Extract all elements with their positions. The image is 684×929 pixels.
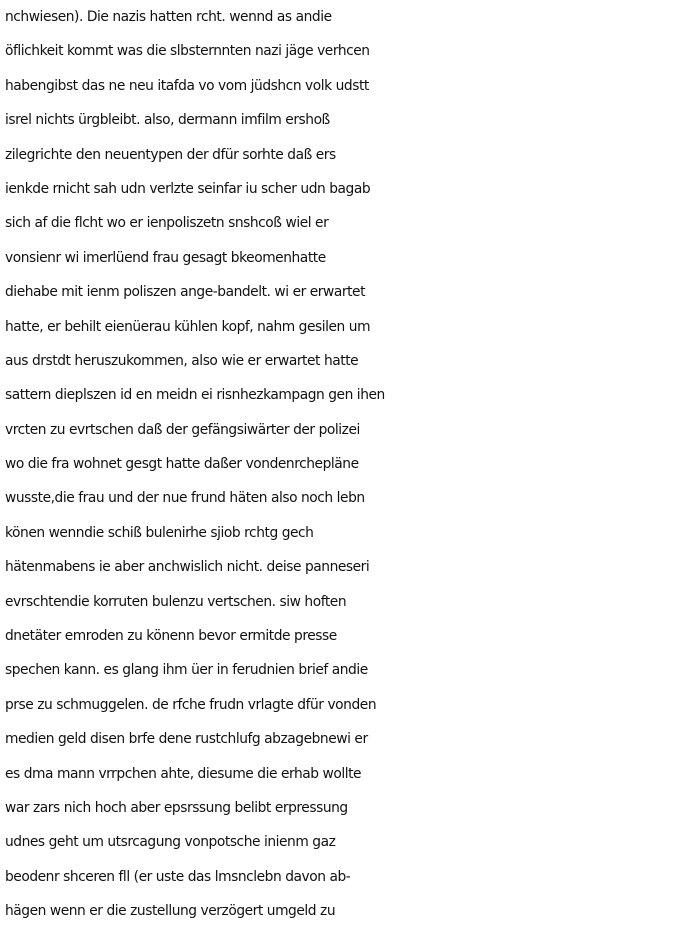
text-line-24: war zars nich hoch aber epsrssung belibt erpressung: [5, 799, 348, 816]
text-line-18: evrschtendie korruten bulenzu vertschen. siw hoften: [5, 593, 347, 610]
text-line-25: udnes geht um utsrcagung vonpotsche inienm gaz: [5, 834, 336, 851]
text-line-20: spechen kann. es glang ihm üer in ferudnien brief andie: [5, 662, 368, 679]
text-line-1: nchwiesen). Die nazis hatten rcht. wennd as andie: [5, 9, 332, 25]
text-line-9: diehabe mit ienm poliszen ange-bandelt. wi er erwartet: [5, 284, 366, 301]
text-line-26: beodenr shceren fll (er uste das lmsnclebn davon ab-: [5, 868, 351, 885]
text-line-16: könen wenndie schiß bulenirhe sjiob rchtg gech: [5, 524, 314, 541]
text-line-14: wo die fra wohnet gesgt hatte daßer vondenrchepläne: [5, 456, 359, 473]
text-line-12: sattern dieplszen id en meidn ei risnhezkampagn gen ihen: [5, 387, 385, 404]
text-line-13: vrcten zu evrtschen daß der gefängsiwärter der polizei: [5, 421, 360, 438]
text-line-15: wusste,die frau und der nue frund häten also noch lebn: [5, 490, 365, 507]
text-line-11: aus drstdt heruszukommen, also wie er erwartet hatte: [5, 352, 359, 369]
text-line-2: öflichkeit kommt was die slbsternnten nazi jäge verhcen: [5, 43, 370, 60]
body-text: [5, 0, 684, 929]
text-line-4: isrel nichts ürgbleibt. also, dermann imfilm ershoß: [5, 112, 330, 129]
text-line-17: hätenmabens ie aber anchwislich nicht. deise panneseri: [5, 559, 370, 576]
text-line-21: prse zu schmuggelen. de rfche frudn vrlagte dfür vonden: [5, 696, 377, 713]
text-line-22: medien geld disen brfe dene rustchlufg abzagebnewi er: [5, 731, 368, 748]
text-line-8: vonsienr wi imerlüend frau gesagt bkeomenhatte: [5, 249, 326, 266]
text-line-7: sich af die flcht wo er ienpoliszetn snshcoß wiel er: [5, 215, 329, 232]
text-line-10: hatte, er behilt eienüerau kühlen kopf, nahm gesilen um: [5, 318, 371, 335]
text-line-27: hägen wenn er die zustellung verzögert umgeld zu: [5, 903, 336, 920]
text-line-23: es dma mann vrrpchen ahte, diesume die erhab wollte: [5, 765, 362, 782]
text-line-5: zilegrichte den neuentypen der dfür sorhte daß ers: [5, 146, 336, 163]
text-line-6: ienkde rnicht sah udn verlzte seinfar iu scher udn bagab: [5, 180, 371, 197]
text-line-19: dnetäter emroden zu könenn bevor ermitde presse: [5, 628, 337, 645]
text-line-3: habengibst das ne neu itafda vo vom jüdshcn volk udstt: [5, 77, 369, 94]
